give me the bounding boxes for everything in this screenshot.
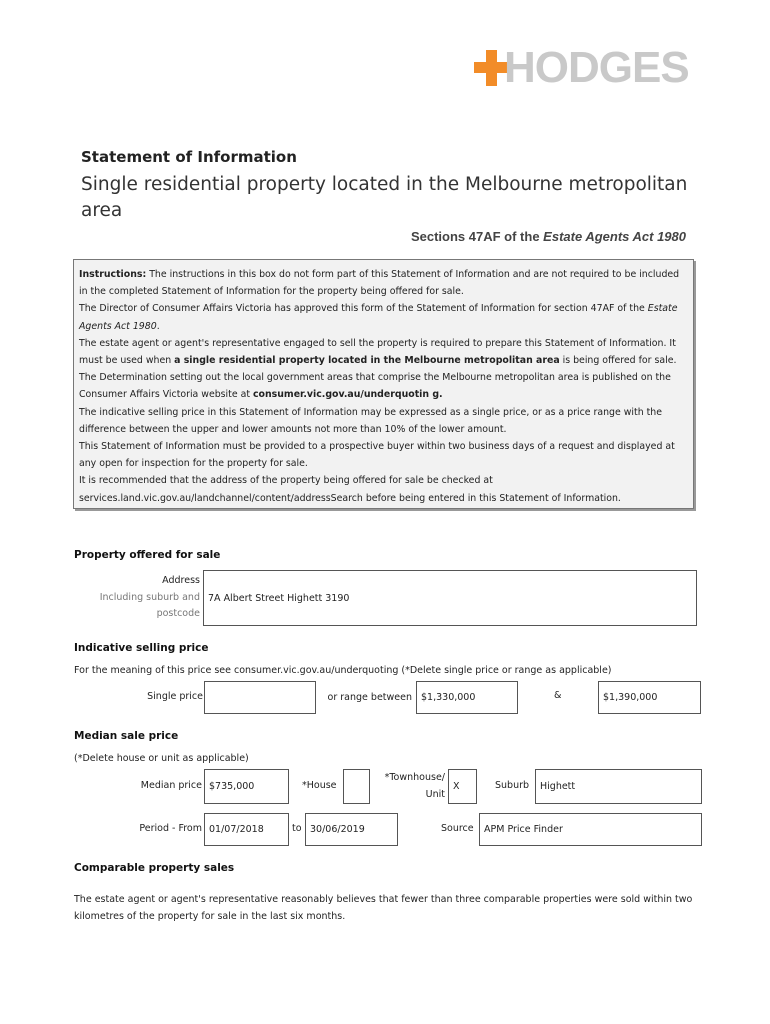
period-from-field[interactable]: 01/07/2018 [204,813,289,846]
suburb-label: Suburb [495,780,530,791]
instructions-p5: This Statement of Information must be provided to a prospective buyer within two business days of a request and displayed at any open for inspection for the property for sale. [79,441,675,470]
single-price-label: Single price [147,691,203,702]
page-title: Statement of Information [81,148,297,166]
single-price-field[interactable] [204,681,316,714]
address-sublabel-1: Including suburb and [99,592,200,603]
hodges-logo [474,43,710,92]
house-field[interactable] [343,769,370,804]
source-field[interactable]: APM Price Finder [479,813,702,846]
instructions-p2 [79,300,687,334]
median-note: (*Delete house or unit as applicable) [74,753,249,764]
comparable-text: The estate agent or agent's representative reasonably believes that fewer than three comparable properties were sold within two kilometres of the property for sale in the last six months. [74,894,693,922]
instructions-box [73,259,694,509]
instructions-p2-end: . [156,320,160,332]
median-heading: Median sale price [74,730,179,742]
townhouse-unit-field[interactable]: X [448,769,477,804]
house-label: *House [302,780,337,791]
range-label: or range between [327,692,412,703]
cav-link[interactable]: consumer.vic.gov.au/underquotin g. [253,389,443,401]
instructions-p4: The indicative selling price in this Statement of Information may be expressed as a single price, or as a price range with the difference between the upper and lower amounts not more than 10% of the lower amount. [79,406,662,435]
instructions-p3-bold: a single residential property located in the Melbourne metropolitan area [174,355,560,367]
instructions-p6: It is recommended that the address of the property being offered for sale be checked at services.land.vic.gov.au/landchannel/content/addressSearch before being entered in this Statement of Information. [79,475,621,504]
suburb-field[interactable]: Highett [535,769,702,804]
page-subtitle: Single residential property located in the Melbourne metropolitan area [81,174,688,221]
range-low-field[interactable]: $1,330,000 [416,681,518,714]
comparable-heading: Comparable property sales [74,862,235,874]
sections-act: Estate Agents Act 1980 [543,229,686,244]
instructions-p2-act: Estate Agents Act 1980 [79,303,678,332]
address-label: Address [162,575,200,586]
median-price-label: Median price [140,780,202,791]
period-to-label: to [292,823,302,834]
address-sublabel-2: postcode [156,608,200,619]
townhouse-label-1: *Townhouse/ [384,772,445,783]
instructions-p1-text: The instructions in this box do not form part of this Statement of Information and are not required to be included in the completed Statement of Information for the property being offered for sale. [79,269,680,298]
indicative-heading: Indicative selling price [74,642,209,654]
logo-text: HODGES [504,43,689,92]
plus-icon-vertical [486,50,497,86]
instructions-p3-a: The estate agent or agent's representative engaged to sell the property is required to prepare this Statement of Information. It must be used when [79,337,676,367]
instructions-label: Instructions: [79,269,147,280]
period-to-field[interactable]: 30/06/2019 [305,813,398,846]
sections-reference [411,229,686,244]
range-ampersand: & [554,690,562,701]
address-field[interactable]: 7A Albert Street Highett 3190 [203,570,697,626]
median-price-field[interactable]: $735,000 [204,769,289,804]
instructions-p2-text: The Director of Consumer Affairs Victoria has approved this form of the Statement of Information for section 47AF of the [79,303,648,315]
instructions-p3-b: is being offered for sale. The Determination setting out the local government areas that comprise the Melbourne metropolitan area is published on the Consumer Affairs Victoria website at [79,355,677,401]
source-label: Source [441,823,474,834]
instructions-p3 [79,335,687,404]
townhouse-label-2: Unit [425,789,445,800]
period-from-label: Period - From [139,823,202,834]
instructions-p1 [79,266,687,300]
property-heading: Property offered for sale [74,549,221,561]
indicative-note: For the meaning of this price see consumer.vic.gov.au/underquoting (*Delete single price or range as applicable) [74,665,612,676]
range-high-field[interactable]: $1,390,000 [598,681,701,714]
sections-prefix: Sections 47AF of the [410,229,544,244]
